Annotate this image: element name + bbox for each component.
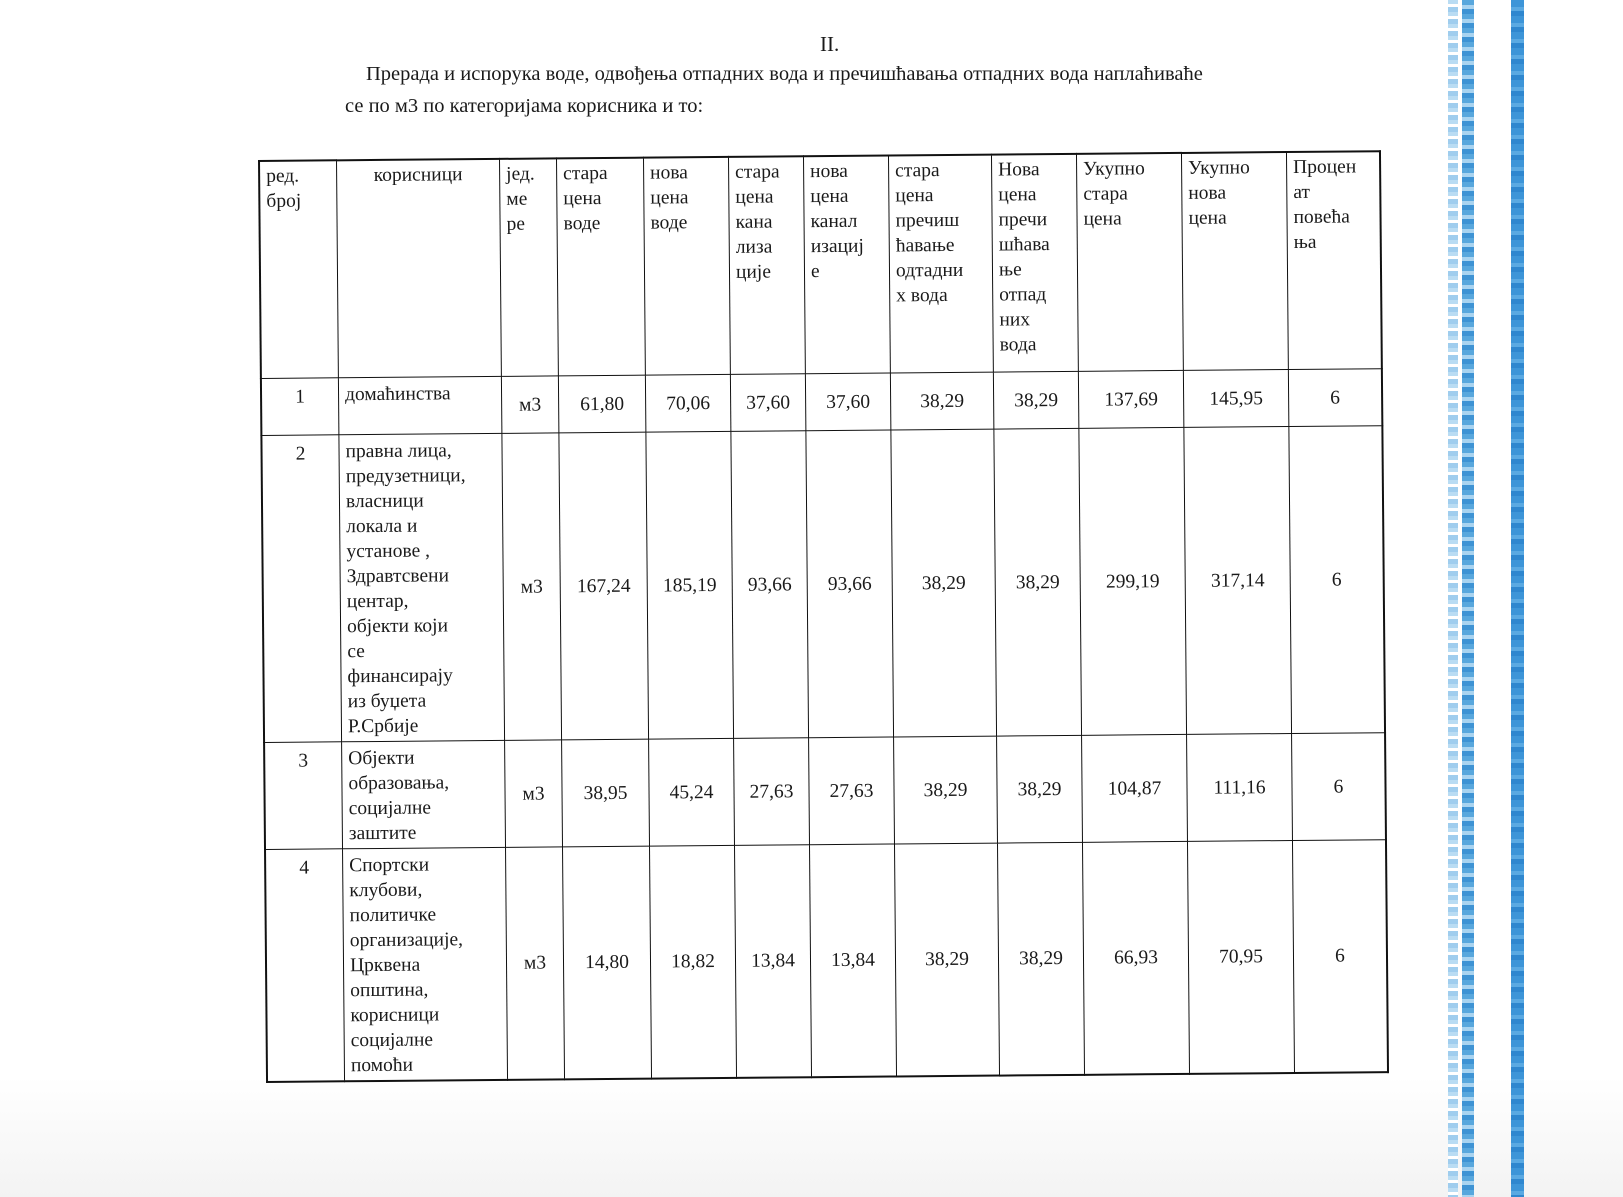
client-category-line: социјалне [350,1029,434,1052]
header-line: Укупно [1083,158,1145,180]
header-line: е [810,261,820,283]
table-row [261,426,1385,743]
new-water-cell: 70,06 [645,374,730,432]
header-line: цена [998,184,1037,206]
header-clients [337,159,502,378]
row-number: 2 [261,435,341,743]
header-line: Укупно [1188,157,1250,179]
client-category-line: Спортски [349,854,430,877]
header-line: ред. [266,165,300,187]
unit-cell: м3 [505,740,563,847]
client-category [338,376,501,434]
table-row [261,369,1382,436]
header-line: кана [735,211,773,233]
header-old-water-price [556,158,645,376]
header-line: цена [650,187,689,209]
unit-cell: м3 [501,376,558,433]
client-category-line: социјалне [348,797,432,820]
blue-marker-stripe-right [1511,0,1524,1197]
unit-cell: м3 [502,433,562,740]
header-line: одтадни [895,259,964,282]
header-line: цена [735,186,774,208]
client-category-line: заштите [348,822,417,845]
total-new-cell: 317,14 [1184,427,1292,735]
client-category-line: корисници [350,1004,440,1027]
header-line: отпад [999,284,1047,306]
header-increase-percent [1286,151,1381,369]
header-line: канал [810,210,858,233]
new-treatment-cell: 38,29 [997,735,1083,843]
header-line: ре [506,213,526,235]
client-category-line: власници [345,490,424,513]
header-line: цена [895,185,934,207]
row-number: 3 [264,742,342,850]
header-line: корисници [373,164,463,186]
table-row [265,840,1388,1082]
header-line: изациј [810,235,864,258]
old-treatment-cell: 38,29 [894,736,998,844]
header-line: пречи [998,209,1048,231]
header-line: нова [650,162,689,184]
old-sewer-cell: 37,60 [730,374,805,432]
client-category-line: Р.Србије [347,715,419,738]
increase-percent-cell: 6 [1288,369,1382,427]
client-category-line: образовања, [348,772,450,795]
header-line: стара [895,160,940,182]
client-category-line: установе , [346,540,431,563]
total-new-cell: 70,95 [1187,840,1294,1073]
page-shadow [0,1077,1623,1197]
old-sewer-cell: 27,63 [734,738,810,846]
header-line: стара [563,162,608,185]
increase-percent-cell: 6 [1292,733,1386,841]
old-sewer-cell: 93,66 [731,431,809,739]
blue-marker-stripe-faint [1448,0,1458,1197]
old-water-cell: 61,80 [558,375,645,433]
client-category-line: Здравтсвени [346,565,450,588]
header-line: пречиш [895,209,960,232]
new-treatment-cell: 38,29 [994,428,1082,736]
client-category-line: домаћинства [344,383,451,406]
header-new-water-price [643,157,730,375]
header-line: ња [1293,231,1317,253]
old-water-cell: 14,80 [563,846,652,1079]
tariff-table [258,150,1389,1083]
header-line: број [266,190,302,212]
header-line: х вода [896,284,948,307]
increase-percent-cell: 6 [1292,840,1388,1073]
header-line: воде [563,213,601,235]
new-sewer-cell: 27,63 [809,737,895,845]
header-line: них [999,309,1031,331]
total-old-cell: 299,19 [1079,427,1187,735]
total-new-cell: 111,16 [1187,734,1293,842]
header-line: нова [1188,182,1227,204]
old-water-cell: 167,24 [559,432,649,740]
row-number: 1 [261,378,339,436]
client-category-line: предузетници, [345,465,466,488]
new-treatment-cell: 38,29 [993,371,1078,429]
header-new-sewer-price [803,155,890,373]
old-sewer-cell: 13,84 [734,845,811,1078]
client-category-line: Црквена [349,954,421,977]
old-treatment-cell: 38,29 [894,843,999,1076]
total-old-cell: 104,87 [1082,734,1188,842]
header-line: шћава [998,234,1050,256]
header-line: цена [1083,208,1122,230]
new-treatment-cell: 38,29 [997,842,1084,1075]
new-sewer-cell: 13,84 [809,844,896,1077]
header-line: повећа [1293,206,1350,228]
client-category-line: објекти који [346,615,449,638]
client-category-line: клубови, [349,879,423,902]
old-treatment-cell: 38,29 [891,429,997,737]
header-total-old-price [1076,153,1183,371]
header-line: вода [999,334,1037,356]
header-line: Процен [1293,156,1357,178]
header-row-number [259,160,338,378]
header-line: цена [563,188,602,210]
unit-cell: м3 [506,847,565,1080]
client-category-line: организације, [349,929,464,952]
client-category-line: општина, [350,979,429,1002]
header-line: нова [810,160,849,183]
header-line: ат [1293,181,1311,203]
header-old-sewer-price [728,156,805,374]
header-new-treatment-price [991,154,1078,372]
header-line: лиза [735,236,773,258]
header-line: воде [650,212,688,234]
intro-line-2: се по м3 по категоријама корисника и то: [345,95,704,117]
tariff-table-container [258,150,1389,1083]
header-line: цена [810,185,849,208]
header-unit [499,158,558,376]
header-line: цена [1188,207,1227,229]
header-total-new-price [1181,152,1288,370]
new-water-cell: 185,19 [646,431,734,739]
old-water-cell: 38,95 [562,739,650,847]
header-line: Нова [998,159,1040,181]
intro-line-1: Прерада и испорука воде, одвођења отпадних вода и пречишћавања отпадних вода наплаћиваће [366,63,1203,85]
client-category-line: локала и [346,515,418,538]
header-line: стара [1083,183,1128,205]
client-category [343,847,508,1081]
client-category [339,433,505,741]
header-line: стара [735,161,780,183]
header-line: ћавање [895,234,955,257]
table-row [264,733,1386,850]
new-sewer-cell: 93,66 [806,430,894,738]
client-category-line: правна лица, [345,440,452,463]
client-category-line: помоћи [350,1054,414,1077]
new-water-cell: 18,82 [650,845,737,1078]
table-header-row [259,151,1382,378]
header-old-treatment-price [888,155,993,373]
header-line: ме [506,188,528,210]
client-category-line: из буџета [347,690,427,713]
new-water-cell: 45,24 [649,738,735,846]
blue-marker-stripe-left [1462,0,1474,1197]
new-sewer-cell: 37,60 [805,373,890,431]
row-number: 4 [265,849,345,1082]
section-number: II. [820,32,840,56]
client-category-line: се [347,641,365,663]
total-old-cell: 137,69 [1078,370,1183,428]
client-category-line: Објекти [348,747,415,770]
client-category-line: центар, [346,590,409,613]
client-category [342,740,506,848]
header-line: јед. [506,163,535,185]
total-new-cell: 145,95 [1183,370,1288,428]
client-category-line: политичке [349,904,437,927]
increase-percent-cell: 6 [1289,426,1385,734]
header-line: ције [735,261,772,283]
total-old-cell: 66,93 [1082,841,1189,1074]
old-treatment-cell: 38,29 [890,372,993,430]
header-line: ње [998,259,1022,281]
client-category-line: финансирају [347,665,453,688]
